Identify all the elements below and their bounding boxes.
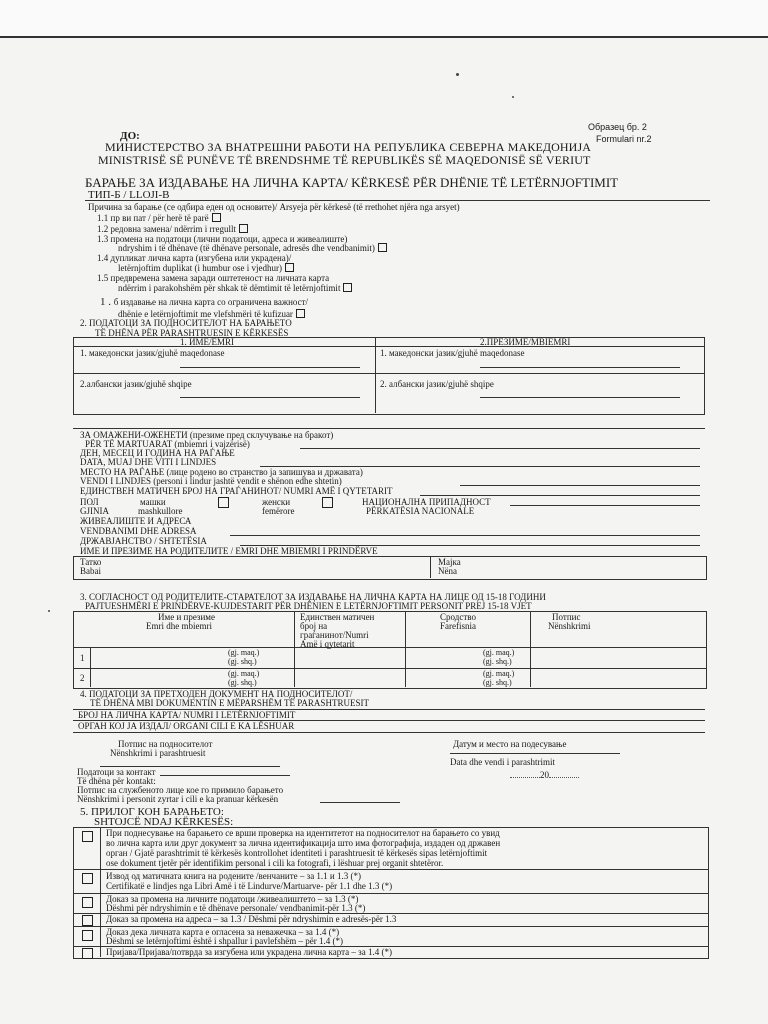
checkbox[interactable]	[212, 213, 221, 222]
col-relation-sq: Farefisnia	[440, 621, 476, 631]
father-mk: Татко	[80, 557, 102, 567]
applicant-signature-mk: Потпис на подносителот	[118, 739, 213, 749]
underline	[480, 367, 680, 368]
scan-speck	[48, 610, 50, 612]
attachment-text: Доказ дека личната карта е огласена за неважечка – за 1.4 (*)	[106, 927, 340, 937]
table-divider	[530, 611, 531, 687]
col-fullname-mk: Име и презиме	[158, 612, 215, 622]
reason-item-5-sq	[118, 283, 352, 293]
col-signature-mk: Потпис	[552, 612, 581, 622]
addressee-label: ДО:	[120, 130, 140, 142]
sex-male-mk: машки	[140, 497, 166, 507]
table-divider	[294, 611, 295, 687]
col-signature-sq: Nënshkrimi	[548, 621, 591, 631]
col-emb-mk-2: број на	[300, 621, 328, 631]
emb-label: ЕДИНСТВЕН МАТИЧЕН БРОЈ НА ГРАЃАНИНОТ/ NUMRI AMË I QYTETARIT	[80, 486, 393, 496]
sample-number-mk: Образец бр. 2	[588, 122, 647, 132]
pob-sq: VENDI I LINDJES (personi i lindur jashtë vendit e shënon edhe shtetin)	[80, 476, 342, 486]
lang-tag: (gj. maq.)	[228, 669, 260, 678]
attachment-text: орган / Gjatë parashtrimit të kërkesës kontrollohet identiteti i parashtruesit të kërkesës sipas letërnjoftimit	[106, 848, 488, 858]
reason-label: предвремена замена заради оштетеност на личната карта	[110, 273, 330, 283]
date-place-line[interactable]	[450, 753, 620, 754]
sex-female-sq: femërore	[262, 506, 295, 516]
field-label: 2. албански јазик/gjuhë shqipe	[380, 379, 494, 389]
sex-female-mk: женски	[262, 497, 291, 507]
previous-doc-heading-mk: 4. ПОДАТОЦИ ЗА ПРЕТХОДЕН ДОКУМЕНТ НА ПОДНОСИТЕЛОТ/	[80, 689, 353, 699]
residence-mk: ЖИВЕАЛИШТЕ И АДРЕСА	[80, 516, 192, 526]
col-emb-sq: Amë i qytetarit	[300, 639, 355, 649]
field-label: 2.албански јазик/gjuhë shqipe	[80, 379, 192, 389]
lang-tag: (gj. maq.)	[483, 648, 515, 657]
nationality-mk: НАЦИОНАЛНА ПРИПАДНОСТ	[362, 497, 491, 507]
attachments-heading-mk: 5. ПРИЛОГ КОН БАРАЊЕТО:	[80, 806, 224, 818]
table-rule	[73, 647, 706, 648]
attachment-text: Dëshmi se letërnjoftimi është i shpallur i pavlefshëm – për 1.4 (*)	[106, 936, 343, 946]
attachment-checkbox[interactable]	[82, 915, 93, 926]
surname-al-field[interactable]	[380, 379, 494, 389]
male-checkbox[interactable]	[218, 497, 229, 508]
attachment-text: Извод од матичната книга на родените /венчаните – за 1.1 и 1.3 (*)	[106, 871, 361, 881]
table-rule	[73, 373, 704, 374]
scan-speck	[456, 73, 459, 76]
field-label: ОРГАН КОЈ ЈА ИЗДАЛ/ ORGANI CILI E KA LËSHUAR	[78, 721, 295, 731]
col-emb-mk-3: граѓанинот/Numri	[300, 630, 369, 640]
maiden-name-input[interactable]	[300, 448, 700, 449]
table-divider	[375, 337, 376, 413]
reason-number: 1.1	[97, 213, 109, 223]
mother-sq: Nëna	[438, 566, 457, 576]
table-rule	[73, 346, 704, 347]
name-al-field[interactable]	[80, 379, 192, 389]
form-title: БАРАЊЕ ЗА ИЗДАВАЊЕ НА ЛИЧНА КАРТА/ KËRKESË PËR DHËNIE TË LETËRNJOFTIMIT	[85, 175, 619, 190]
reason-label: дупликат лична карта (изгубена или украдена)/	[110, 253, 292, 263]
maiden-name-sq: PËR TË MARTUARAT (mbiemri i vajzërisë)	[85, 439, 250, 449]
lang-tag: (gj. shq.)	[483, 657, 512, 666]
attachment-text: во лична карта или друг документ за лична идентификација што има фотографија, издаден од државен	[106, 838, 501, 848]
field-label: БРОЈ НА ЛИЧНА КАРТА/ NUMRI I LETËRNJOFTIMIT	[78, 710, 296, 720]
attachment-text: Certifikatë e lindjes nga Libri Amë i të Lindurve/Martuarve- për 1.1 dhe 1.3 (*)	[106, 881, 393, 891]
reason-item-4[interactable]	[97, 253, 291, 263]
dob-mk: ДЕН, МЕСЕЦ И ГОДИНА НА РАЃАЊЕ	[80, 448, 235, 458]
consent-heading-sq: PAJTUESHMËRI E PRINDËRVE-KUJDESTARIT PËR DHËNIEN E LETËRNJOFTIMIT PERSONIT PREJ 15-18 VJET	[85, 601, 532, 611]
attachment-text: При поднесување на барањето се врши проверка на идентитетот на подносителот на барањето со увид	[106, 828, 500, 838]
attachment-checkbox[interactable]	[82, 930, 93, 941]
scanner-top-edge	[0, 0, 768, 38]
scan-speck	[512, 96, 514, 98]
residence-input[interactable]	[230, 535, 700, 536]
reason-item-6[interactable]	[100, 296, 308, 309]
reason-label: редовна замена/ ndërrim i rregullt	[110, 224, 237, 234]
official-signature-mk: Потпис на службеното лице кое го примило барањето	[77, 785, 284, 795]
reason-label-sq: dhënie e letërnjoftimit me vlefshmëri të kufizuar	[118, 309, 293, 319]
female-checkbox[interactable]	[322, 497, 333, 508]
reason-item-2[interactable]	[97, 224, 248, 234]
underline	[180, 397, 360, 398]
checkbox[interactable]	[285, 263, 294, 272]
col-relation-mk: Сродство	[440, 612, 476, 622]
father-sq: Babai	[80, 566, 101, 576]
table-rule	[73, 869, 708, 870]
reason-label: промена на податоци (лични податоци, адреса и живеалиште)	[110, 234, 348, 244]
nationality-input[interactable]	[510, 505, 700, 506]
reason-number: 1 .	[100, 296, 111, 308]
maiden-name-mk: ЗА ОМАЖЕНИ-ОЖЕНЕТИ (презиме пред склучување на бракот)	[80, 430, 334, 440]
checkbox[interactable]	[378, 243, 387, 252]
col-name-header: 1. ИМЕ/EMRI	[180, 337, 234, 347]
previous-id-number[interactable]	[78, 710, 295, 720]
pob-mk: МЕСТО НА РАЃАЊЕ (лице родено во странство ја запишува и државата)	[80, 467, 363, 477]
table-rule	[73, 668, 706, 669]
attachment-checkbox[interactable]	[82, 873, 93, 884]
underline	[480, 397, 680, 398]
year-prefix: 20	[540, 770, 549, 780]
lang-tag: (gj. shq.)	[228, 657, 257, 666]
official-signature-sq: Nënshkrimi i personit zyrtar i cili e ka pranuar kërkesën	[77, 794, 279, 804]
lang-tag: (gj. maq.)	[228, 648, 260, 657]
emb-input[interactable]	[420, 495, 700, 496]
underline	[180, 367, 360, 368]
reason-number: 1.5	[97, 273, 109, 283]
checkbox[interactable]	[239, 224, 248, 233]
attachment-text: Dëshmi për ndryshimin e të dhënave personale/ vendbanimit-për 1.3 (*)	[106, 903, 366, 913]
sex-label-sq: GJINIA	[80, 506, 109, 516]
nationality-sq: PËRKATËSIA NACIONALE	[366, 506, 475, 516]
year-field[interactable]	[510, 770, 579, 780]
checkbox[interactable]	[296, 309, 305, 318]
reason-item-1[interactable]	[97, 213, 221, 223]
reason-item-5[interactable]	[97, 273, 329, 283]
applicant-heading-mk: 2. ПОДАТОЦИ ЗА ПОДНОСИТЕЛОТ НА БАРАЊЕТО	[80, 318, 292, 328]
mother-mk: Мајка	[438, 557, 461, 567]
reason-label-sq: letërnjoftim duplikat (i humbur ose i vjedhur)	[118, 263, 282, 273]
sample-number-sq: Formulari nr.2	[596, 134, 652, 144]
attachment-text: Доказ за промена на личните податоци /живеалиштето – за 1.3 (*)	[106, 894, 359, 904]
contact-line[interactable]	[160, 775, 290, 776]
col-emb-mk: Единствен матичен	[300, 612, 375, 622]
attachment-checkbox[interactable]	[82, 831, 93, 842]
reason-label: б издавање на лична карта со ограничена важност/	[113, 297, 309, 307]
dob-sq: DATA, MUAJ DHE VITI I LINDJES	[80, 457, 217, 467]
attachment-checkbox[interactable]	[82, 948, 93, 959]
lang-tag: (gj. shq.)	[483, 678, 512, 687]
reason-number: 1.2	[97, 224, 109, 234]
applicant-heading-sq: TË DHËNA PËR PARASHTRUESIN E KËRKESËS	[95, 328, 289, 338]
field-label: 1. македонски јазик/gjuhë maqedonase	[380, 348, 525, 358]
ministry-name-mk: МИНИСТЕРСТВО ЗА ВНАТРЕШНИ РАБОТИ НА РЕПУБЛИКА СЕВЕРНА МАКЕДОНИЈА	[105, 140, 591, 154]
consent-row-number: 1	[80, 653, 85, 663]
previous-doc-heading-sq: TË DHËNA MBI DOKUMENTIN E MËPARSHËM TË PARASHTRUESIT	[90, 698, 369, 708]
reason-label-sq: ndërrim i parakohshëm për shkak të dëmtimit të letërnjoftimit	[118, 283, 341, 293]
date-place-mk: Датум и место на подесување	[453, 739, 567, 749]
checkbox[interactable]	[343, 283, 352, 292]
attachment-text: Пријава/Пријава/потврда за изгубена или украдена лична карта – за 1.4 (*)	[106, 947, 392, 957]
parents-table	[73, 556, 707, 580]
surname-mk-field[interactable]	[380, 348, 524, 358]
attachment-text: Доказ за промена на адреса – за 1.3 / Dëshmi për ndryshimin e adresës-për 1.3	[106, 914, 397, 924]
contact-sq: Të dhëna për kontakt:	[77, 776, 156, 786]
contact-mk: Податоци за контакт	[77, 767, 156, 777]
sex-male-sq: mashkullore	[138, 506, 183, 516]
pob-input[interactable]	[460, 485, 700, 486]
col-fullname-sq: Emri dhe mbiemri	[146, 621, 212, 631]
date-place-sq: Data dhe vendi i parashtrimit	[450, 757, 555, 767]
reason-item-4-sq	[118, 263, 294, 273]
official-signature-line[interactable]	[320, 802, 400, 803]
reason-number: 1.4	[97, 253, 109, 263]
lang-tag: (gj. shq.)	[228, 678, 257, 687]
form-type: ТИП-Б / LLOJI-B	[88, 189, 170, 201]
reason-heading: Причина за барање (се одбира еден од основите)/ Arsyeja për kërkesë (të rrethohet njëra nga arsyet)	[88, 202, 460, 212]
residence-sq: VENDBANIMI DHE ADRESA	[80, 526, 197, 536]
sex-label-mk: ПОЛ	[80, 497, 99, 507]
reason-number: 1.3	[97, 234, 109, 244]
reason-label-sq: ndryshim i të dhënave (të dhënave personale, adresës dhe vendbanimit)	[118, 243, 375, 253]
field-label: 1. македонски јазик/gjuhë maqedonase	[80, 348, 225, 358]
attachment-checkbox[interactable]	[82, 897, 93, 908]
attachment-text: ose dokument tjetër për identifikim personal i cili ka fotografi, i lëshuar prej organit shtetëror.	[106, 858, 444, 868]
applicant-signature-sq: Nënshkrimi i parashtruesit	[110, 748, 206, 758]
title-rule	[85, 200, 710, 201]
ministry-name-sq: MINISTRISË SË PUNËVE TË BRENDSHME TË REPUBLIKËS SË MAQEDONISË SË VERIUT	[98, 153, 591, 167]
lang-tag: (gj. maq.)	[483, 669, 515, 678]
previous-issuer[interactable]	[78, 721, 294, 731]
reason-label: пр ви пат / për herë të parë	[110, 213, 209, 223]
reason-item-3-sq	[118, 243, 387, 253]
table-divider	[405, 611, 406, 687]
table-divider	[100, 827, 101, 957]
table-divider	[90, 647, 91, 687]
consent-row-number: 2	[80, 673, 85, 683]
parents-label: ИМЕ И ПРЕЗИМЕ НА РОДИТЕЛИТЕ / EMRI DHE MBIEMRI I PRINDËRVE	[80, 546, 378, 556]
consent-heading-mk: 3. СОГЛАСНОСТ ОД РОДИТЕЛИТЕ-СТАРАТЕЛОТ ЗА ИЗДАВАЊЕ НА ЛИЧНА КАРТА НА ЛИЦЕ ОД 15-18 ГОДИНИ	[80, 592, 546, 602]
citizenship-label: ДРЖАВЈАНСТВО / SHTETËSIA	[80, 536, 207, 546]
attachments-heading-sq: SHTOJCË NDAJ KËRKESËS:	[94, 816, 234, 828]
col-surname-header: 2.ПРЕЗИМЕ/MBIEMRI	[480, 337, 571, 347]
table-divider	[430, 556, 431, 578]
name-mk-field[interactable]	[80, 348, 224, 358]
